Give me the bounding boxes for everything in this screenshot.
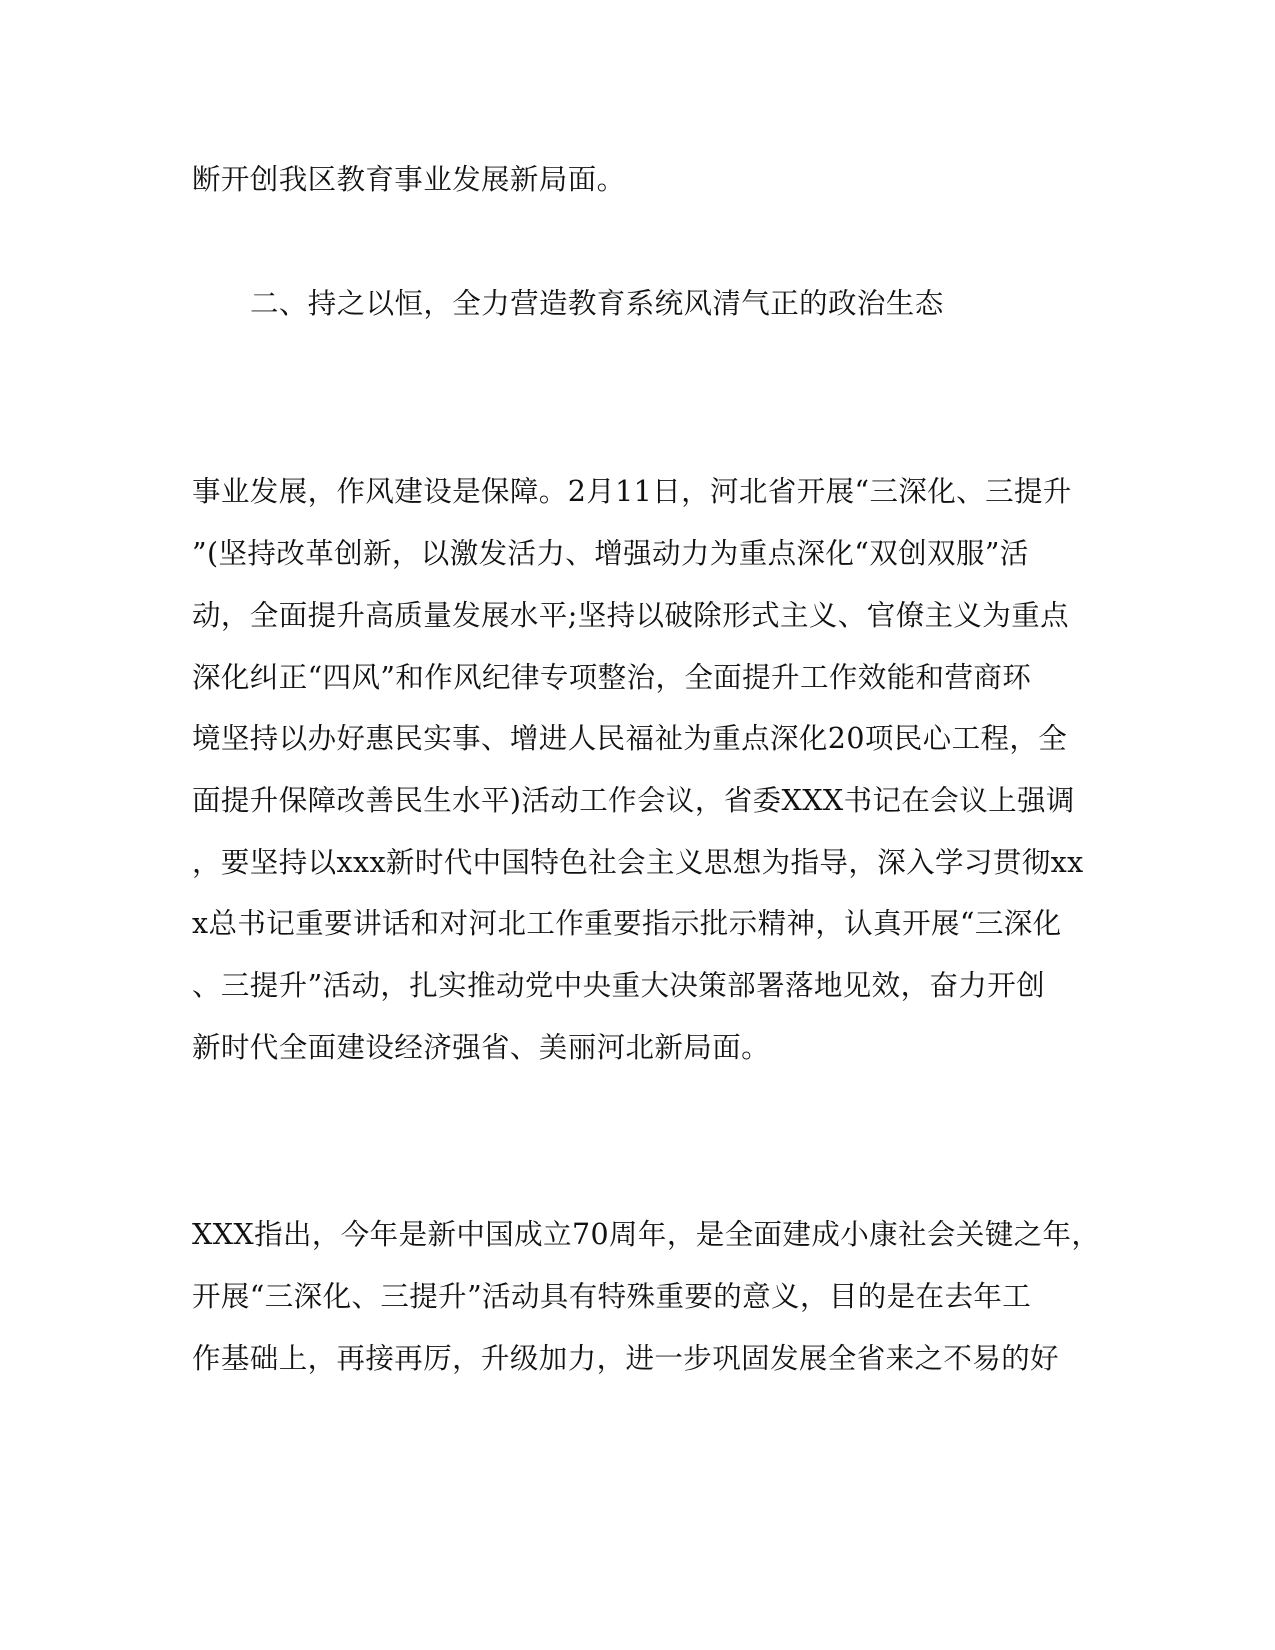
paragraph-line: x总书记重要讲话和对河北工作重要指示批示精神，认真开展“三深化 [192, 907, 1062, 940]
paragraph-line: ”(坚持改革创新，以激发活力、增强动力为重点深化“双创双服”活 [192, 537, 1029, 570]
paragraph-line: 新时代全面建设经济强省、美丽河北新局面。 [192, 1031, 771, 1064]
paragraph-line: 开展“三深化、三提升”活动具有特殊重要的意义，目的是在去年工 [192, 1280, 1032, 1313]
paragraph-line: 作基础上，再接再厉，升级加力，进一步巩固发展全省来之不易的好 [192, 1342, 1060, 1375]
paragraph-line: 深化纠正“四风”和作风纪律专项整治，全面提升工作效能和营商环 [192, 661, 1032, 694]
paragraph-line: 面提升保障改善民生水平)活动工作会议，省委XXX书记在会议上强调 [192, 784, 1075, 817]
paragraph-line: 事业发展，作风建设是保障。2月11日，河北省开展“三深化、三提升 [192, 475, 1072, 508]
paragraph-line: 断开创我区教育事业发展新局面。 [192, 163, 626, 196]
paragraph-line: XXX指出，今年是新中国成立70周年，是全面建成小康社会关键之年， [192, 1218, 1101, 1251]
paragraph-line: 境坚持以办好惠民实事、增进人民福祉为重点深化20项民心工程，全 [192, 722, 1068, 755]
paragraph-line: ，要坚持以xxx新时代中国特色社会主义思想为指导，深入学习贯彻xx [192, 846, 1084, 879]
section-heading: 二、持之以恒，全力营造教育系统风清气正的政治生态 [250, 287, 944, 320]
paragraph-line: 动，全面提升高质量发展水平;坚持以破除形式主义、官僚主义为重点 [192, 599, 1070, 632]
paragraph-line: 、三提升”活动，扎实推动党中央重大决策部署落地见效，奋力开创 [192, 969, 1046, 1002]
